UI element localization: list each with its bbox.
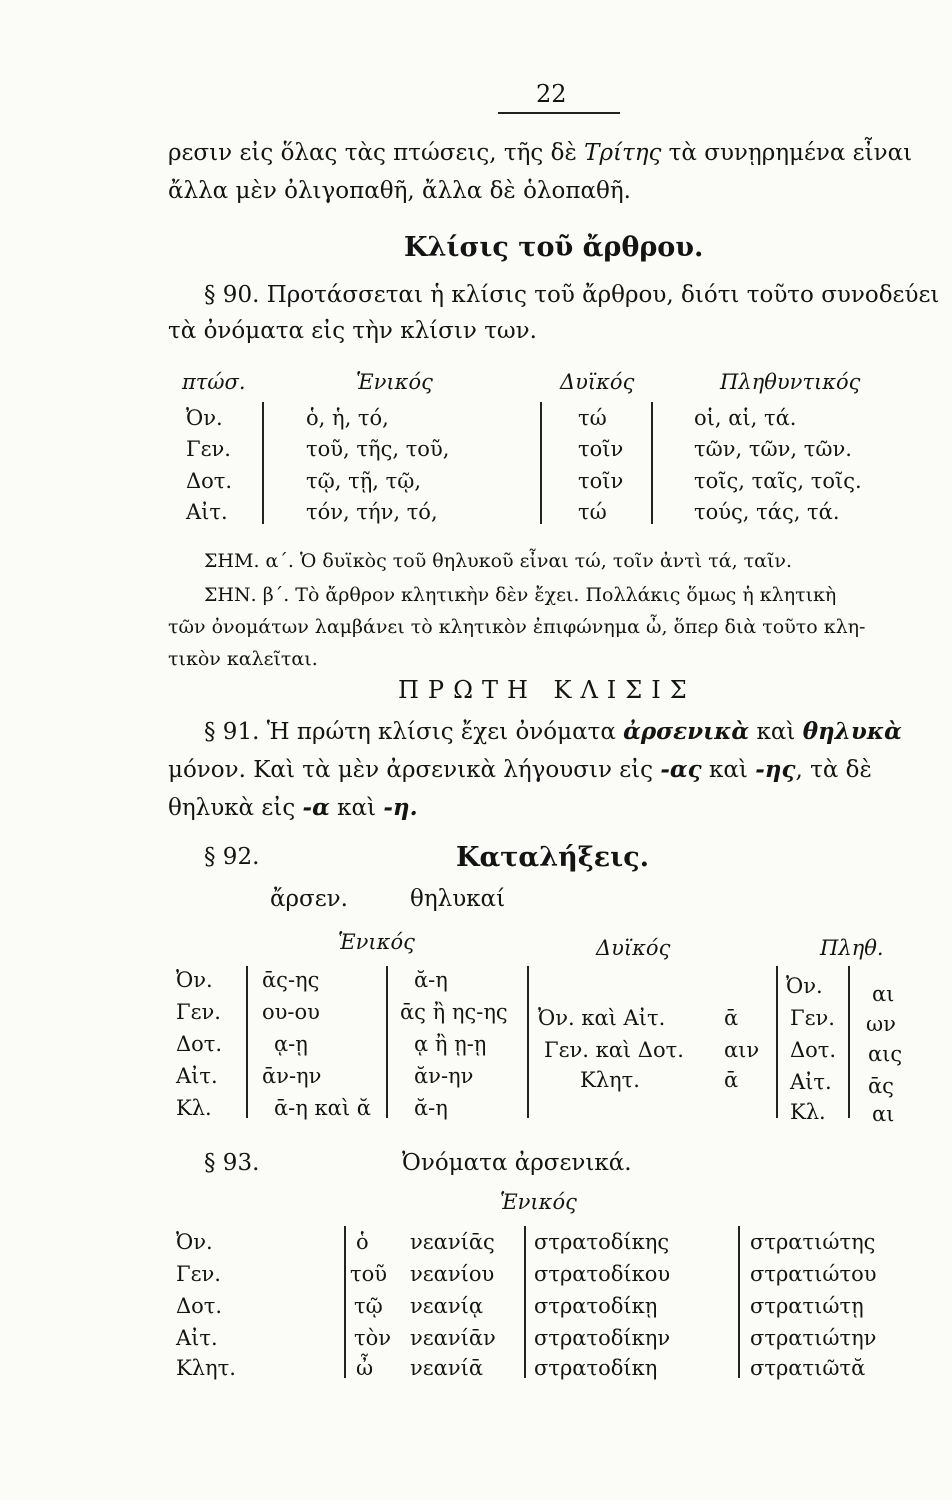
p91-l2-as: -ας	[660, 756, 702, 783]
p93-vline-1	[344, 1226, 346, 1378]
p92-case-4: Κλ.	[176, 1096, 212, 1120]
article-sing-2: τῷ, τῇ, τῷ,	[306, 469, 422, 493]
p92-dual-label-1: Γεν. καὶ Δοτ.	[544, 1038, 684, 1062]
p93-vline-2	[524, 1226, 526, 1378]
note-2-line-1: ΣΗΝ. β΄. Τὸ ἄρθρον κλητικὴν δὲν ἔχει. Πολλάκις ὅμως ἡ κλητικὴ	[204, 584, 837, 606]
p93-w3-2: στρατιώτῃ	[750, 1294, 864, 1318]
p93-w1-1: νεανίου	[410, 1262, 495, 1286]
p93-w2-3: στρατοδίκην	[534, 1326, 671, 1350]
article-hdr-case: πτώσ.	[182, 370, 246, 394]
article-dual-0: τώ	[578, 406, 607, 430]
p92-plur-case-1: Γεν.	[790, 1006, 835, 1030]
p91-line-3	[168, 794, 418, 821]
p92-masc-2: ᾳ-ῃ	[274, 1032, 308, 1056]
p91-l3-c: καὶ	[329, 795, 384, 821]
p92-vline-3	[527, 966, 529, 1118]
p92-sub-fem: θηλυκαί	[410, 886, 506, 912]
p91-l1-masculine: ἀρσενικὰ	[623, 718, 750, 745]
p92-case-3: Αἰτ.	[176, 1064, 218, 1088]
p92-dual-label-2: Κλητ.	[580, 1068, 640, 1092]
p91-l3-eta: -η.	[383, 794, 418, 821]
p92-masc-4: ᾱ-η καὶ ᾰ	[274, 1096, 371, 1120]
note-1: ΣΗΜ. α΄. Ὁ δυϊκὸς τοῦ θηλυκοῦ εἶναι τώ, τοῖν ἀντὶ τά, ταῖν.	[204, 550, 793, 572]
intro-line-1	[168, 140, 912, 166]
p93-label: § 93.	[204, 1150, 260, 1176]
article-vline-1	[262, 402, 264, 524]
p92-plur-end-1: ων	[866, 1012, 896, 1036]
intro-text-c: τὰ συνῃρημένα εἶναι	[661, 140, 913, 166]
p92-dual-end-1: αιν	[724, 1038, 760, 1062]
p92-plur-end-3: ᾱς	[868, 1074, 894, 1098]
p93-w3-0: στρατιώτης	[750, 1230, 876, 1254]
p92-plur-end-4: αι	[872, 1102, 895, 1126]
article-sing-1: τοῦ, τῆς, τοῦ,	[306, 437, 450, 461]
note-2-line-2: τῶν ὀνομάτων λαμβάνει τὸ κλητικὸν ἐπιφώνημα ὦ, ὅπερ διὰ τοῦτο κλη-	[168, 616, 866, 638]
p93-case-3: Αἰτ.	[176, 1326, 218, 1350]
p91-l1-a: § 91. Ἡ πρώτη κλίσις ἔχει ὀνόματα	[204, 719, 624, 745]
p93-w3-3: στρατιώτην	[750, 1326, 877, 1350]
heading-first-declension: ΠΡΩΤΗ ΚΛΙΣΙΣ	[398, 676, 696, 704]
p90-line-2: τὰ ὀνόματα εἰς τὴν κλίσιν των.	[168, 318, 537, 344]
p93-art-0: ὁ	[356, 1230, 369, 1254]
p91-l3-alpha: -α	[302, 794, 330, 821]
p92-case-0: Ὀν.	[176, 968, 213, 992]
p93-heading: Ὀνόματα ἀρσενικά.	[402, 1150, 632, 1176]
article-vline-2	[540, 402, 542, 524]
p92-plur-end-0: αι	[872, 982, 895, 1006]
p92-vline-4	[776, 966, 778, 1118]
intro-text-tritis: Τρίτης	[584, 140, 662, 166]
p93-art-4: ὦ	[356, 1356, 374, 1380]
p92-heading: Καταλήξεις.	[456, 842, 650, 873]
p92-dual-label-0: Ὀν. καὶ Αἰτ.	[538, 1006, 666, 1030]
p92-vline-1	[246, 966, 248, 1118]
p92-dual-end-2: ᾱ	[724, 1068, 739, 1092]
p92-masc-0: ᾱς-ης	[262, 968, 320, 992]
p93-w3-4: στρατιῶτᾰ	[750, 1356, 866, 1380]
p93-w1-2: νεανίᾳ	[410, 1294, 484, 1318]
p92-masc-1: ου-ου	[262, 1000, 320, 1024]
article-plur-3: τούς, τάς, τά.	[694, 500, 840, 524]
p93-w1-3: νεανίᾱν	[410, 1326, 496, 1350]
p92-fem-1: ᾱς ἢ ης-ης	[400, 1000, 508, 1024]
article-hdr-plur: Πληθυντικός	[720, 370, 861, 394]
article-case-3: Αἰτ.	[186, 500, 228, 524]
intro-line-2: ἄλλα μὲν ὀλιγοπαθῆ, ἄλλα δὲ ὁλοπαθῆ.	[168, 178, 631, 204]
p93-hdr-sing: Ἑνικός	[500, 1190, 577, 1214]
p93-art-1: τοῦ	[350, 1262, 388, 1286]
page-number-rule	[498, 112, 620, 114]
article-sing-3: τόν, τήν, τό,	[306, 500, 438, 524]
p93-w1-4: νεανίᾱ	[410, 1356, 484, 1380]
article-vline-3	[651, 402, 653, 524]
p92-fem-0: ᾰ-η	[414, 968, 448, 992]
p92-hdr-dual: Δυϊκός	[596, 936, 671, 960]
p92-vline-2	[386, 966, 388, 1118]
p92-masc-3: ᾱν-ην	[262, 1064, 322, 1088]
p92-vline-5	[848, 966, 850, 1118]
p92-fem-4: ᾰ-η	[414, 1096, 448, 1120]
p92-case-2: Δοτ.	[176, 1032, 223, 1056]
p93-w1-0: νεανίᾱς	[410, 1230, 495, 1254]
article-hdr-dual: Δυϊκός	[560, 370, 635, 394]
p91-l1-c: καὶ	[749, 719, 803, 745]
p91-l2-e: , τὰ δὲ	[795, 757, 872, 783]
p91-l1-feminine: θηλυκὰ	[802, 718, 902, 745]
p92-hdr-sing: Ἑνικός	[338, 930, 415, 954]
intro-text-a: ρεσιν εἰς ὅλας τὰς πτώσεις, τῆς δὲ	[168, 140, 585, 166]
p92-hdr-plur: Πληθ.	[820, 936, 884, 960]
p91-line-2	[168, 756, 872, 783]
p92-plur-case-2: Δοτ.	[790, 1038, 837, 1062]
article-dual-2: τοῖν	[578, 469, 624, 493]
p93-art-3: τὸν	[354, 1326, 392, 1350]
p92-label: § 92.	[204, 844, 260, 870]
p92-case-1: Γεν.	[176, 1000, 221, 1024]
p91-l3-a: θηλυκὰ εἰς	[168, 795, 303, 821]
p93-case-0: Ὀν.	[176, 1230, 213, 1254]
p93-w2-4: στρατοδίκη	[534, 1356, 658, 1380]
article-case-0: Ὀν.	[186, 406, 223, 430]
article-plur-0: οἱ, αἱ, τά.	[694, 406, 797, 430]
article-sing-0: ὁ, ἡ, τό,	[306, 406, 389, 430]
p92-dual-end-0: ᾱ	[724, 1006, 739, 1030]
p93-vline-3	[738, 1226, 740, 1378]
p93-w2-2: στρατοδίκῃ	[534, 1294, 658, 1318]
p90-line-1: § 90. Προτάσσεται ἡ κλίσις τοῦ ἄρθρου, διότι τοῦτο συνοδεύει	[204, 282, 940, 308]
article-case-1: Γεν.	[186, 437, 231, 461]
p93-w2-0: στρατοδίκης	[534, 1230, 670, 1254]
p93-art-2: τῷ	[354, 1294, 383, 1318]
p92-plur-case-3: Αἰτ.	[790, 1070, 832, 1094]
p92-fem-2: ᾳ ἢ ῃ-ῃ	[414, 1032, 487, 1056]
p91-l2-a: μόνον. Καὶ τὰ μὲν ἀρσενικὰ λήγουσιν εἰς	[168, 757, 661, 783]
p91-line-1	[204, 718, 902, 745]
heading-article: Κλίσις τοῦ ἄρθρου.	[404, 232, 704, 263]
p93-case-1: Γεν.	[176, 1262, 221, 1286]
p92-plur-end-2: αις	[868, 1042, 903, 1066]
p92-plur-case-0: Ὀν.	[786, 974, 823, 998]
article-dual-3: τώ	[578, 500, 607, 524]
p93-w2-1: στρατοδίκου	[534, 1262, 671, 1286]
p92-plur-case-4: Κλ.	[790, 1100, 826, 1124]
p93-case-2: Δοτ.	[176, 1294, 223, 1318]
p91-l2-c: καὶ	[701, 757, 756, 783]
p92-fem-3: ᾰν-ην	[414, 1064, 474, 1088]
article-case-2: Δοτ.	[186, 469, 233, 493]
note-2-line-3: τικὸν καλεῖται.	[168, 648, 318, 670]
page-number: 22	[536, 80, 567, 108]
article-hdr-sing: Ἑνικός	[356, 370, 433, 394]
article-dual-1: τοῖν	[578, 437, 624, 461]
p93-w3-1: στρατιώτου	[750, 1262, 877, 1286]
p92-sub-masc: ἄρσεν.	[270, 886, 348, 912]
article-plur-1: τῶν, τῶν, τῶν.	[694, 437, 852, 461]
p91-l2-is: -ης	[755, 756, 796, 783]
article-plur-2: τοῖς, ταῖς, τοῖς.	[694, 469, 862, 493]
p93-case-4: Κλητ.	[176, 1356, 236, 1380]
